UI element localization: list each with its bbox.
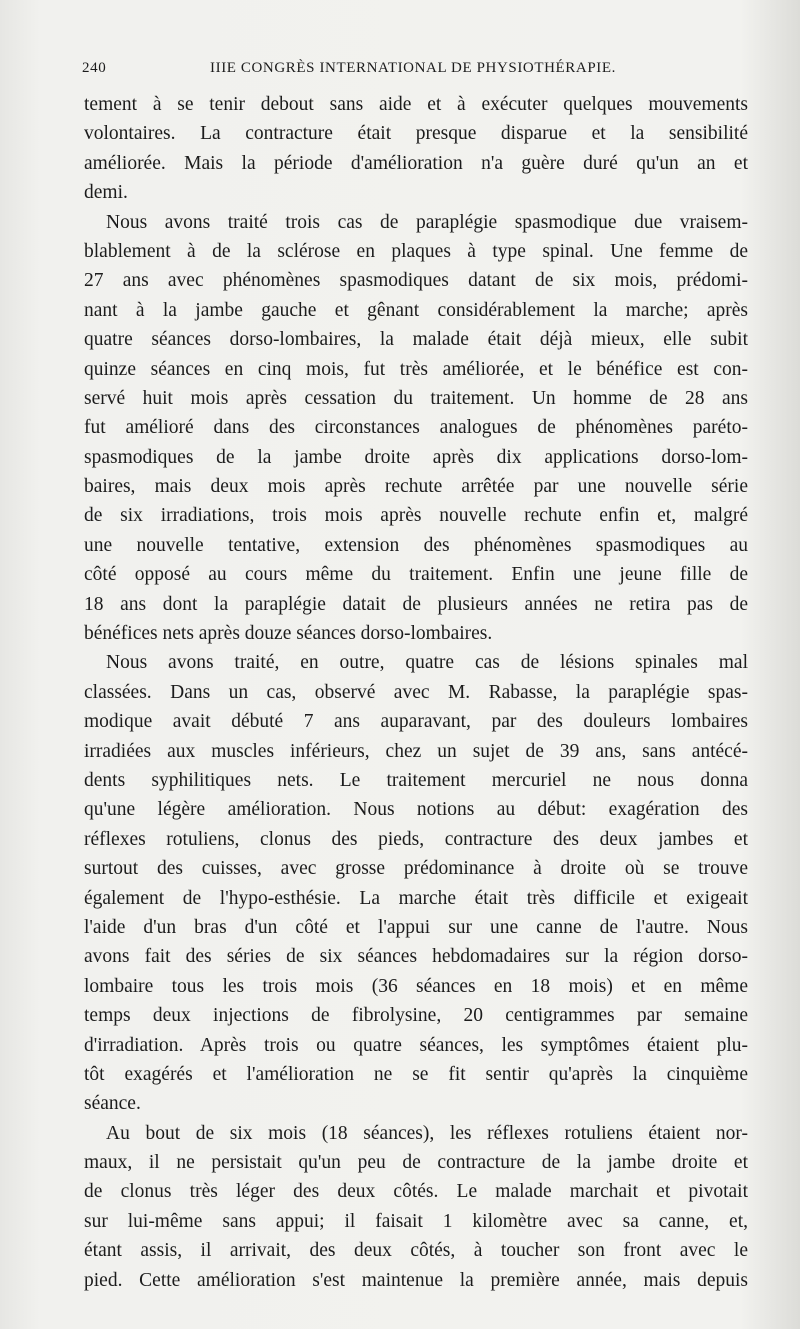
- text-line: quatre séances dorso-lombaires, la malade était déjà mieux, elle subit: [84, 329, 748, 351]
- text-line: Nous avons traité, en outre, quatre cas de lésions spinales mal: [106, 652, 748, 674]
- text-line: quinze séances en cinq mois, fut très améliorée, et le bénéfice est con-: [84, 358, 748, 380]
- text-line: blablement à de la sclérose en plaques à type spinal. Une femme de: [84, 240, 748, 262]
- text-line: baires, mais deux mois après rechute arrêtée par une nouvelle série: [84, 476, 748, 498]
- text-line: étant assis, il arrivait, des deux côtés, à toucher son front avec le: [84, 1240, 748, 1262]
- text-line: réflexes rotuliens, clonus des pieds, contracture des deux jambes et: [84, 828, 748, 850]
- text-line: séance.: [84, 1093, 141, 1115]
- body-text: [84, 90, 748, 1295]
- text-line: l'aide d'un bras d'un côté et l'appui sur une canne de l'autre. Nous: [84, 916, 748, 938]
- text-line: dents syphilitiques nets. Le traitement mercuriel ne nous donna: [84, 769, 748, 791]
- running-title: IIIE CONGRÈS INTERNATIONAL DE PHYSIOTHÉRAPIE.: [210, 60, 616, 76]
- text-line: de clonus très léger des deux côtés. Le malade marchait et pivotait: [84, 1181, 748, 1203]
- text-line: 27 ans avec phénomènes spasmodiques datant de six mois, prédomi-: [84, 270, 748, 292]
- text-line: également de l'hypo-esthésie. La marche était très difficile et exigeait: [84, 887, 748, 909]
- text-line: 18 ans dont la paraplégie datait de plusieurs années ne retira pas de: [84, 593, 748, 615]
- text-line: d'irradiation. Après trois ou quatre séances, les symptômes étaient plu-: [84, 1034, 748, 1056]
- text-line: modique avait débuté 7 ans auparavant, par des douleurs lombaires: [84, 711, 748, 733]
- text-line: maux, il ne persistait qu'un peu de contracture de la jambe droite et: [84, 1152, 748, 1174]
- text-line: Au bout de six mois (18 séances), les réflexes rotuliens étaient nor-: [106, 1122, 748, 1144]
- text-line: classées. Dans un cas, observé avec M. Rabasse, la paraplégie spas-: [84, 681, 748, 703]
- text-line: avons fait des séries de six séances hebdomadaires sur la région dorso-: [84, 946, 748, 968]
- text-line: nant à la jambe gauche et gênant considérablement la marche; après: [84, 299, 748, 321]
- text-line: spasmodiques de la jambe droite après dix applications dorso-lom-: [84, 446, 748, 468]
- text-line: bénéfices nets après douze séances dorso-lombaires.: [84, 623, 493, 645]
- text-line: pied. Cette amélioration s'est maintenue la première année, mais depuis: [84, 1269, 748, 1291]
- page-header: [82, 60, 712, 84]
- text-line: tôt exagérés et l'amélioration ne se fit sentir qu'après la cinquième: [84, 1063, 748, 1085]
- text-line: fut amélioré dans des circonstances analogues de phénomènes parétо-: [84, 417, 748, 439]
- text-line: sur lui-même sans appui; il faisait 1 kilomètre avec sa canne, et,: [84, 1210, 748, 1232]
- text-line: lombaire tous les trois mois (36 séances en 18 mois) et en même: [84, 975, 748, 997]
- text-line: améliorée. Mais la période d'amélioration n'a guère duré qu'un an et: [84, 152, 748, 174]
- text-line: de six irradiations, trois mois après nouvelle rechute enfin et, malgré: [84, 505, 748, 527]
- text-line: temps deux injections de fibrolysine, 20 centigrammes par semaine: [84, 1005, 748, 1027]
- text-line: demi.: [84, 182, 128, 204]
- text-line: tement à se tenir debout sans aide et à exécuter quelques mouvements: [84, 94, 748, 115]
- text-line: surtout des cuisses, avec grosse prédominance à droite où se trouve: [84, 858, 748, 880]
- text-line: une nouvelle tentative, extension des phénomènes spasmodiques au: [84, 534, 748, 556]
- text-line: servé huit mois après cessation du traitement. Un homme de 28 ans: [84, 387, 748, 409]
- text-line: irradiées aux muscles inférieurs, chez un sujet de 39 ans, sans antécé-: [84, 740, 748, 762]
- page-number: 240: [82, 60, 107, 76]
- text-line: Nous avons traité trois cas de paraplégie spasmodique due vraisem-: [106, 211, 748, 233]
- text-line: volontaires. La contracture était presque disparue et la sensibilité: [84, 123, 748, 145]
- text-line: côté opposé au cours même du traitement. Enfin une jeune fille de: [84, 564, 748, 586]
- text-line: qu'une légère amélioration. Nous notions au début: exagération des: [84, 799, 748, 821]
